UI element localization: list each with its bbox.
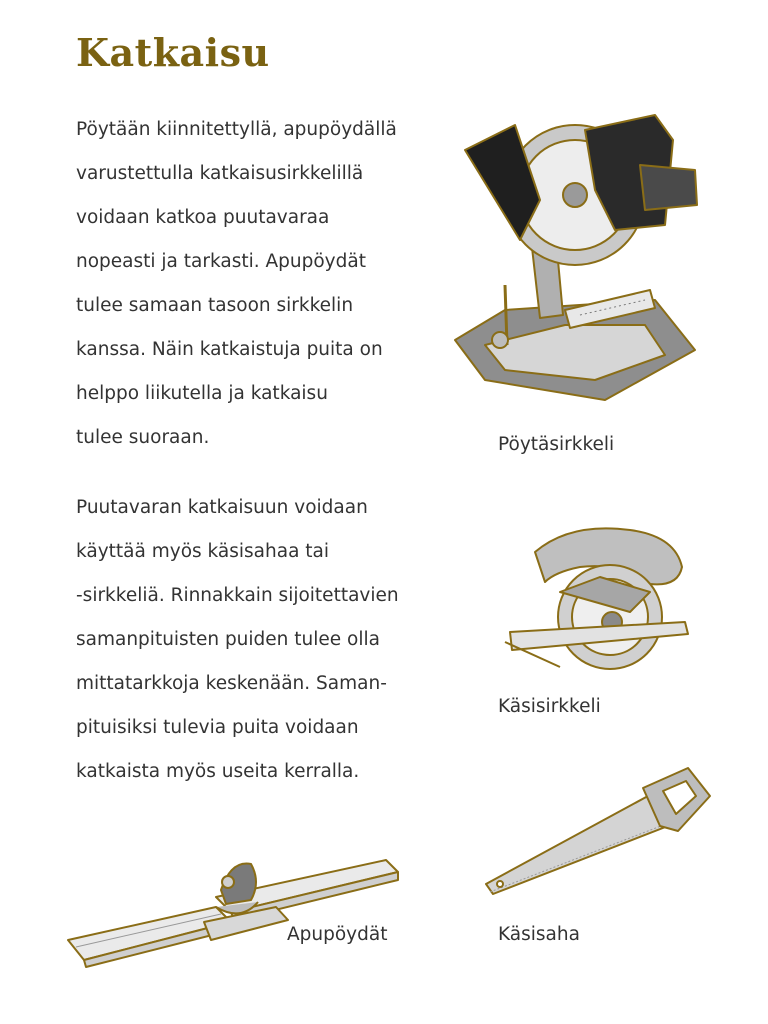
page-title: Katkaisu [76, 30, 270, 75]
text-line: -sirkkeliä. Rinnakkain sijoitettavien [76, 585, 399, 606]
text-line: katkaista myös useita kerralla. [76, 761, 360, 782]
text-line: varustettulla katkaisusirkkelillä [76, 163, 364, 184]
intro-paragraph [76, 108, 397, 460]
text-line: tulee samaan tasoon sirkkelin [76, 295, 354, 316]
support-tables-icon [66, 852, 406, 972]
second-paragraph [76, 486, 399, 794]
caption-support-tables: Apupöydät [287, 924, 388, 945]
hand-saw-icon [478, 766, 718, 901]
mitre-saw-icon [445, 110, 705, 410]
text-line: helppo liikutella ja katkaisu [76, 383, 328, 404]
text-line: Pöytään kiinnitettyllä, apupöydällä [76, 119, 397, 140]
text-line: voidaan katkoa puutavaraa [76, 207, 330, 228]
caption-circular-saw: Käsisirkkeli [498, 696, 601, 717]
text-line: käyttää myös käsisahaa tai [76, 541, 330, 562]
text-line: tulee suoraan. [76, 427, 210, 448]
text-line: mittatarkkoja keskenään. Saman- [76, 673, 387, 694]
text-line: kanssa. Näin katkaistuja puita on [76, 339, 383, 360]
text-line: nopeasti ja tarkasti. Apupöydät [76, 251, 366, 272]
caption-mitre-saw: Pöytäsirkkeli [498, 434, 615, 455]
caption-hand-saw: Käsisaha [498, 924, 580, 945]
circular-saw-icon [500, 522, 695, 672]
text-line: pituisiksi tulevia puita voidaan [76, 717, 359, 738]
text-line: Puutavaran katkaisuun voidaan [76, 497, 368, 518]
text-line: samanpituisten puiden tulee olla [76, 629, 380, 650]
